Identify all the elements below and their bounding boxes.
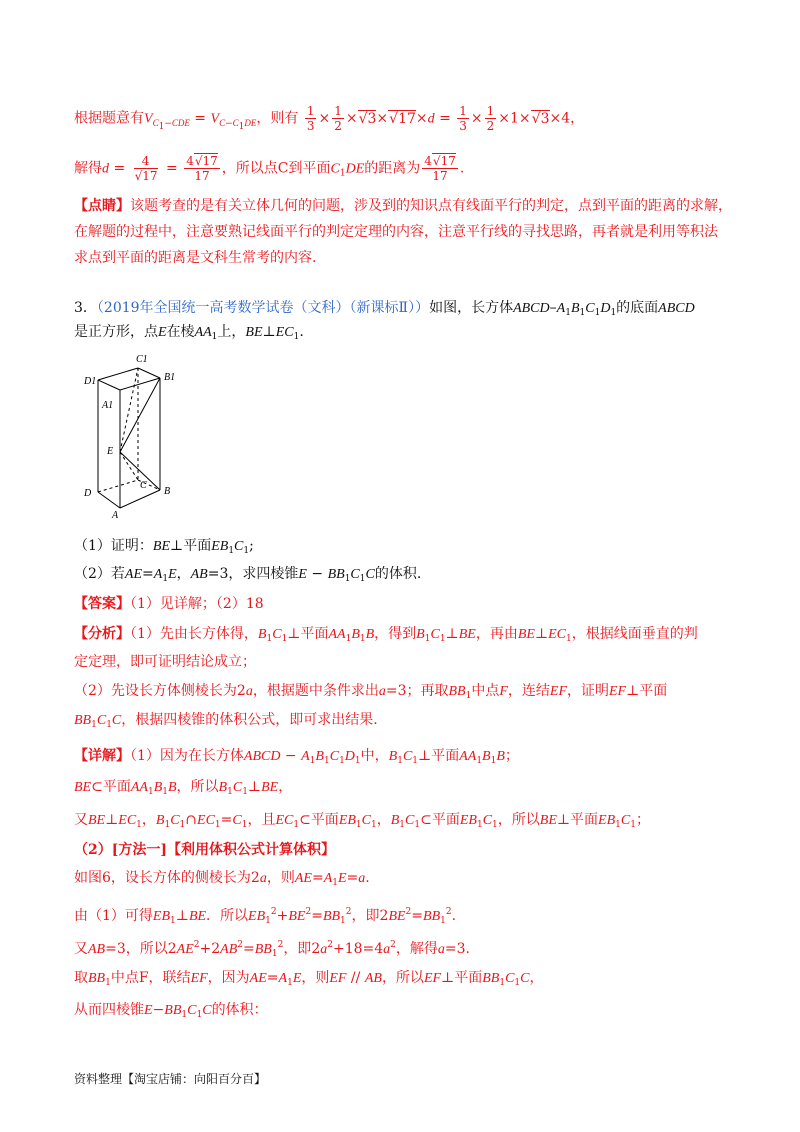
text: （2）若	[74, 566, 125, 582]
text: .	[451, 908, 457, 924]
text: ．所以	[206, 908, 249, 924]
method-1-line-1: 如图6，设长方体的侧棱长为2a，则$AE=A_1E=a$.	[74, 870, 370, 888]
label-C: C	[140, 480, 147, 491]
text: ，	[278, 779, 293, 795]
question-3-line-1: 3．（2019年全国统一高考数学试卷（文科）（新课标Ⅱ））如图，长方体ABCD–$A_1B_1C_1D_1$的底面ABCD	[74, 300, 695, 318]
text: ，	[570, 110, 585, 127]
page-footer: 资料整理【淘宝店铺：向阳百分百】	[74, 1072, 267, 1086]
text: ，因为	[207, 970, 250, 986]
answer-line	[74, 594, 264, 614]
text: 平面	[639, 683, 668, 699]
label-A1: A1	[102, 400, 114, 411]
detail-line-3: 又$BE\perp EC_1$，$B_1C_1\cap EC_1=C_1$，且$EC_1\subset$平面$EB_1C_1$，$B_1C_1\subset$平面$EB_1C_1$，所以BE⊥平面$EB_1C_1$；	[74, 812, 650, 830]
text: 平面	[310, 812, 339, 828]
text: ，且	[247, 812, 276, 828]
text: ，则有	[256, 110, 299, 127]
text: 平面	[431, 748, 460, 764]
text: （1）见详解；（2）18	[130, 596, 264, 612]
text: 的体积：	[211, 1002, 268, 1018]
text: 的距离为	[364, 160, 421, 177]
text: 如图6，设长方体的侧棱长为	[74, 870, 251, 886]
text: .	[465, 941, 470, 957]
method-1-line-3: 又AB=3，所以$2AE^2+2AB^2=BB_1^2$，即$2a^2+18=4a^2$，解得a=3.	[74, 940, 470, 959]
label-E: E	[107, 446, 114, 457]
label-D: D	[84, 488, 92, 499]
text: 解得	[74, 160, 102, 177]
analysis-tag: 【分析】	[74, 626, 130, 642]
text: 取	[74, 970, 88, 986]
text: 根据题意有	[74, 110, 144, 127]
text: ，即	[351, 908, 380, 924]
text: ；	[504, 748, 519, 764]
text: 在棱	[166, 324, 195, 340]
tip-line-3	[74, 248, 316, 268]
detail-tag: 【详解】	[74, 748, 130, 764]
analysis-line-1: 【分析】（1）先由长方体得，$B_1C_1\perp$平面$AA_1B_1B$，得到$B_1C_1\perp BE$，再由$BE\perp EC_1$，根据线面垂直的判	[74, 626, 698, 644]
fraction: $\frac{4√ 17}{17}$	[422, 154, 458, 183]
text: ，	[376, 812, 391, 828]
text: ，	[141, 812, 156, 828]
detail-line-1: 【详解】（1）因为在长方体ABCD − $A_1B_1C_1D_1$中，$B_1C_1\perp$平面$AA_1B_1B$；	[74, 748, 519, 766]
text: 由（1）可得	[74, 908, 153, 924]
text: （2）[方法一]【利用体积公式计算体积】	[74, 842, 335, 858]
label-C1: C1	[136, 354, 148, 365]
sub-question-2: （2）若$AE=A_1E$，AB=3，求四棱锥$E - BB_1C_1C$的体积.	[74, 566, 422, 584]
text: ，即	[283, 941, 312, 957]
text: 如图，长方体	[429, 300, 514, 316]
question-number: 3．	[74, 300, 97, 316]
text: 平面	[431, 812, 460, 828]
text: ，根据题中条件求出	[252, 683, 379, 699]
text: 求点到平面的距离是文科生常考的内容.	[74, 250, 317, 266]
fraction: $\frac{4√ 17}{17}$	[184, 154, 220, 183]
fraction: $\frac{1}{2}$	[334, 104, 342, 133]
analysis-line-4: $BB_1C_1C$，根据四棱锥的体积公式，即可求出结果.	[74, 712, 378, 730]
tip-line-2	[74, 222, 718, 242]
text: （1）因为在长方体	[130, 748, 244, 764]
method-1-line-4: 取$BB_1$中点F，联结EF，因为$AE=A_1E$，则EF // AB，所以EF⊥平面$BB_1C_1C$，	[74, 970, 544, 988]
text: ，所以	[381, 970, 424, 986]
label-B: B	[164, 486, 171, 497]
text: 是正方形，点	[74, 324, 158, 340]
text: 平面	[300, 626, 329, 642]
text: ，所以	[125, 941, 168, 957]
label-B1: B1	[164, 372, 176, 383]
text: 平面	[454, 970, 483, 986]
text: ，	[176, 566, 191, 582]
text: 该题考查的是有关立体几何的问题，涉及到的知识点有线面平行的判定，点到平面的距离的求解，	[130, 198, 732, 214]
text: .	[365, 870, 370, 886]
label-D1: D1	[84, 376, 97, 387]
text: ，则	[301, 970, 330, 986]
tip-line-1	[74, 196, 732, 216]
text: ；再取	[406, 683, 449, 699]
answer-tag: 【答案】	[74, 596, 130, 612]
text: 的体积.	[374, 566, 422, 582]
cuboid-diagram	[70, 350, 200, 520]
text: ，所以	[497, 812, 540, 828]
text: ，根据线面垂直的判	[571, 626, 698, 642]
text: （1）证明：	[74, 538, 153, 554]
question-3-line-2: 是正方形，点E在棱$AA_1$上，$BE\perp EC_1$.	[74, 324, 304, 342]
analysis-line-2	[74, 652, 256, 672]
text: .	[459, 160, 465, 177]
text: ，根据四棱锥的体积公式，即可求出结果.	[121, 712, 378, 728]
label-A: A	[112, 510, 119, 520]
text: 的底面	[616, 300, 659, 316]
fraction: $\frac{1}{2}$	[486, 104, 495, 133]
text: ，得到	[374, 626, 417, 642]
fraction: $\frac{1}{3}$	[306, 104, 315, 133]
text: 又	[74, 812, 88, 828]
text: ，所以点C到平面	[221, 160, 331, 177]
text: ，	[529, 970, 544, 986]
text: 平面	[102, 779, 131, 795]
text: ，所以	[176, 779, 219, 795]
text: 中点	[471, 683, 500, 699]
solution-line-1: 根据题意有$V_{C_1-CDE} = V_{C-C_1DE}$，则有 $\frac{1}{3}$ × $\frac{1}{2}$ ×√ 3×√ 17×d = $\frac{1}{3}$ × $\frac{1}{2}$ ×1×√ 3×4，	[74, 104, 584, 137]
text: 平面	[183, 538, 212, 554]
text: ，证明	[567, 683, 609, 699]
text: ，则	[266, 870, 295, 886]
text: 从而四棱锥	[74, 1002, 144, 1018]
text: （1）先由长方体得，	[130, 626, 258, 642]
text: ，再由	[475, 626, 518, 642]
text: 在解题的过程中，注意要熟记线面平行的判定定理的内容，注意平行线的寻找思路，再者就是利用等积法	[74, 224, 718, 240]
sub-question-1: （1）证明：BE⊥平面$EB_1C_1$;	[74, 538, 254, 556]
text: 上，	[217, 324, 246, 340]
tip-tag: 【点睛】	[74, 198, 130, 214]
cuboid-figure	[70, 350, 200, 520]
solution-line-2: 解得d = 4 √ 17 = $\frac{4√ 17}{17}$ ，所以点C到平面$C_1DE$的距离为 $\frac{4√ 17}{17}$ .	[74, 154, 464, 184]
text: 中，	[360, 748, 389, 764]
fraction: 4 √ 17	[132, 154, 160, 183]
text: 中点F，联结	[110, 970, 191, 986]
text: 又	[74, 941, 88, 957]
detail-line-2: BE⊂平面$AA_1B_1B$，所以$B_1C_1\perp BE$，	[74, 779, 293, 797]
text: 平面	[570, 812, 599, 828]
text: 定定理，即可证明结论成立；	[74, 654, 256, 670]
fraction: $\frac{1}{3}$	[459, 104, 467, 133]
analysis-line-3: （2）先设长方体侧棱长为2a，根据题中条件求出a=3；再取$BB_1$中点F，连结EF，证明EF⊥平面	[74, 683, 668, 701]
text: ；	[635, 812, 650, 828]
method-1-line-2: 由（1）可得$EB_1\perp BE$．所以$EB_1^2+BE^2=BB_1^2$，即$2BE^2=BB_1^2$.	[74, 907, 457, 926]
text: （2）先设长方体侧棱长为	[74, 683, 237, 699]
method-1-heading	[74, 840, 335, 860]
text: ，连结	[507, 683, 550, 699]
text: ，求四棱锥	[228, 566, 299, 582]
method-1-line-5: 从而四棱锥$E-BB_1C_1C$的体积：	[74, 1002, 268, 1020]
question-source: （2019年全国统一高考数学试卷（文科）（新课标Ⅱ））	[96, 300, 430, 316]
text: ，解得	[395, 941, 438, 957]
